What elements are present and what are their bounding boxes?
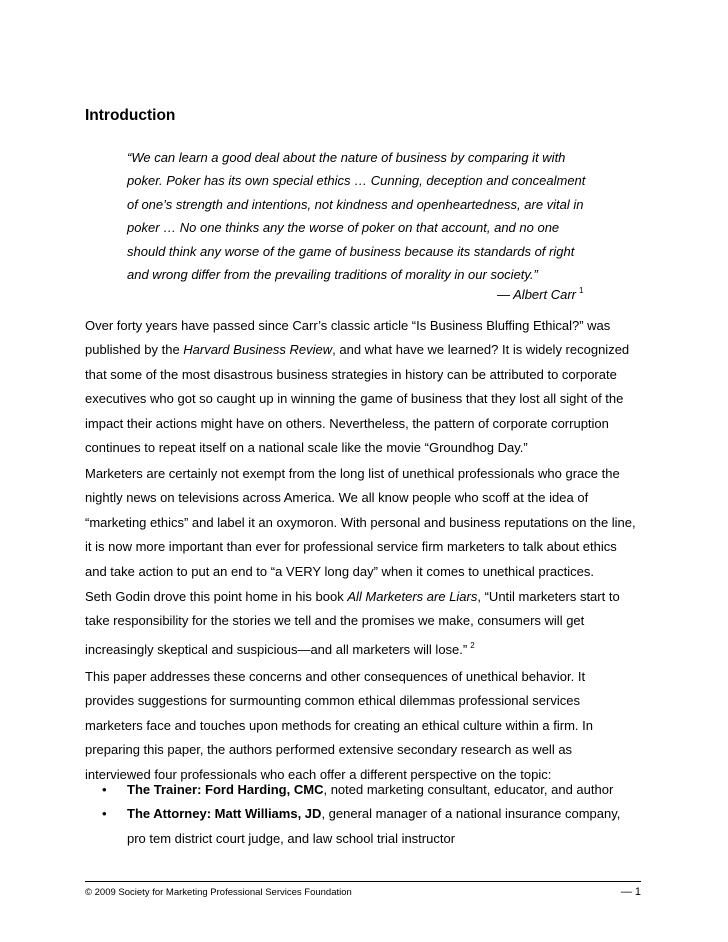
- footnote-ref-1[interactable]: 1: [578, 286, 584, 295]
- text-line: [85, 338, 645, 362]
- epigraph-quote: [127, 146, 617, 286]
- bullet-icon: •: [102, 782, 107, 797]
- interviewee-name: The Trainer: Ford Harding, CMC: [127, 782, 324, 797]
- text-line: Marketers are certainly not exempt from the long list of unethical professionals who grace the: [85, 466, 620, 481]
- quote-line: of one’s strength and intentions, not kindness and openheartedness, are vital in: [127, 196, 584, 212]
- journal-title: Harvard Business Review: [183, 342, 333, 358]
- text-line: provides suggestions for surmounting common ethical dilemmas professional services: [85, 693, 580, 709]
- text-line: [127, 778, 645, 802]
- text-line: [85, 634, 645, 662]
- attribution-text: — Albert Carr: [497, 287, 576, 302]
- bullet-icon: •: [102, 806, 107, 822]
- paragraph-carr-article: [85, 314, 645, 460]
- text-line: it is now more important than ever for professional service firm marketers to talk about ethics: [85, 539, 617, 555]
- text-run: published by the: [85, 342, 184, 358]
- list-item: [85, 802, 645, 851]
- page-number: — 1: [620, 886, 641, 898]
- footnote-ref-2[interactable]: 2: [470, 640, 475, 650]
- text-line: Over forty years have passed since Carr’s classic article “Is Business Bluffing Ethical?” was: [85, 318, 611, 333]
- text-line: [85, 585, 645, 609]
- quote-attribution: [497, 282, 627, 304]
- interviewee-name: The Attorney: Matt Williams, JD: [127, 806, 322, 822]
- text-line: and take action to put an end to “a VERY long day” when it comes to unethical practices.: [85, 563, 594, 579]
- text-line: take responsibility for the stories we tell and the promises we make, consumers will get: [85, 613, 585, 629]
- text-line: executives who got so caught up in winning the game of business that they lost all sight of the: [85, 391, 624, 407]
- text-run: increasingly skeptical and suspicious—and all marketers will lose.”: [85, 641, 468, 657]
- text-line: [127, 802, 645, 826]
- interviewee-list: [85, 778, 645, 851]
- footer-divider: [85, 881, 641, 882]
- text-line: continues to repeat itself on a national scale like the movie “Groundhog Day.”: [85, 440, 528, 456]
- text-run: , “Until marketers start to: [477, 589, 620, 604]
- text-run: , noted marketing consultant, educator, and author: [323, 782, 614, 797]
- text-run: , and what have we learned? It is widely recognized: [332, 342, 630, 358]
- text-line: pro tem district court judge, and law school trial instructor: [127, 830, 456, 846]
- quote-line: and wrong differ from the prevailing traditions of morality in our society.”: [127, 267, 538, 283]
- paragraph-paper-scope: [85, 665, 645, 787]
- section-heading: Introduction: [85, 107, 176, 124]
- quote-line: poker. Poker has its own special ethics … Cunning, deception and concealment: [127, 173, 586, 189]
- text-line: This paper addresses these concerns and other consequences of unethical behavior. It: [85, 669, 586, 684]
- text-line: interviewed four professionals who each offer a different perspective on the topic:: [85, 766, 552, 782]
- text-line: preparing this paper, the authors performed extensive secondary research as well as: [85, 742, 573, 758]
- text-line: impact their actions might have on others. Nevertheless, the pattern of corporate corruption: [85, 415, 609, 431]
- quote-line: “We can learn a good deal about the nature of business by comparing it with: [127, 150, 566, 165]
- footer-copyright: © 2009 Society for Marketing Professional Services Foundation: [85, 887, 352, 898]
- text-line: marketers face and touches upon methods for creating an ethical culture within a firm. In: [85, 717, 593, 733]
- text-line: “marketing ethics” and label it an oxymoron. With personal and business reputations on the line,: [85, 514, 636, 530]
- paragraph-seth-godin: [85, 585, 645, 662]
- text-line: nightly news on televisions across America. We all know people who scoff at the idea of: [85, 490, 589, 506]
- text-run: Seth Godin drove this point home in his book: [85, 589, 348, 604]
- book-title: All Marketers are Liars: [347, 589, 478, 604]
- text-line: that some of the most disastrous business strategies in history can be attributed to corporate: [85, 366, 617, 382]
- quote-line: poker … No one thinks any the worse of poker on that account, and no one: [127, 220, 560, 236]
- quote-line: should think any worse of the game of business because its standards of right: [127, 243, 575, 259]
- paragraph-marketers-ethics: [85, 462, 645, 584]
- list-item: [85, 778, 645, 802]
- text-run: , general manager of a national insurance company,: [321, 806, 621, 822]
